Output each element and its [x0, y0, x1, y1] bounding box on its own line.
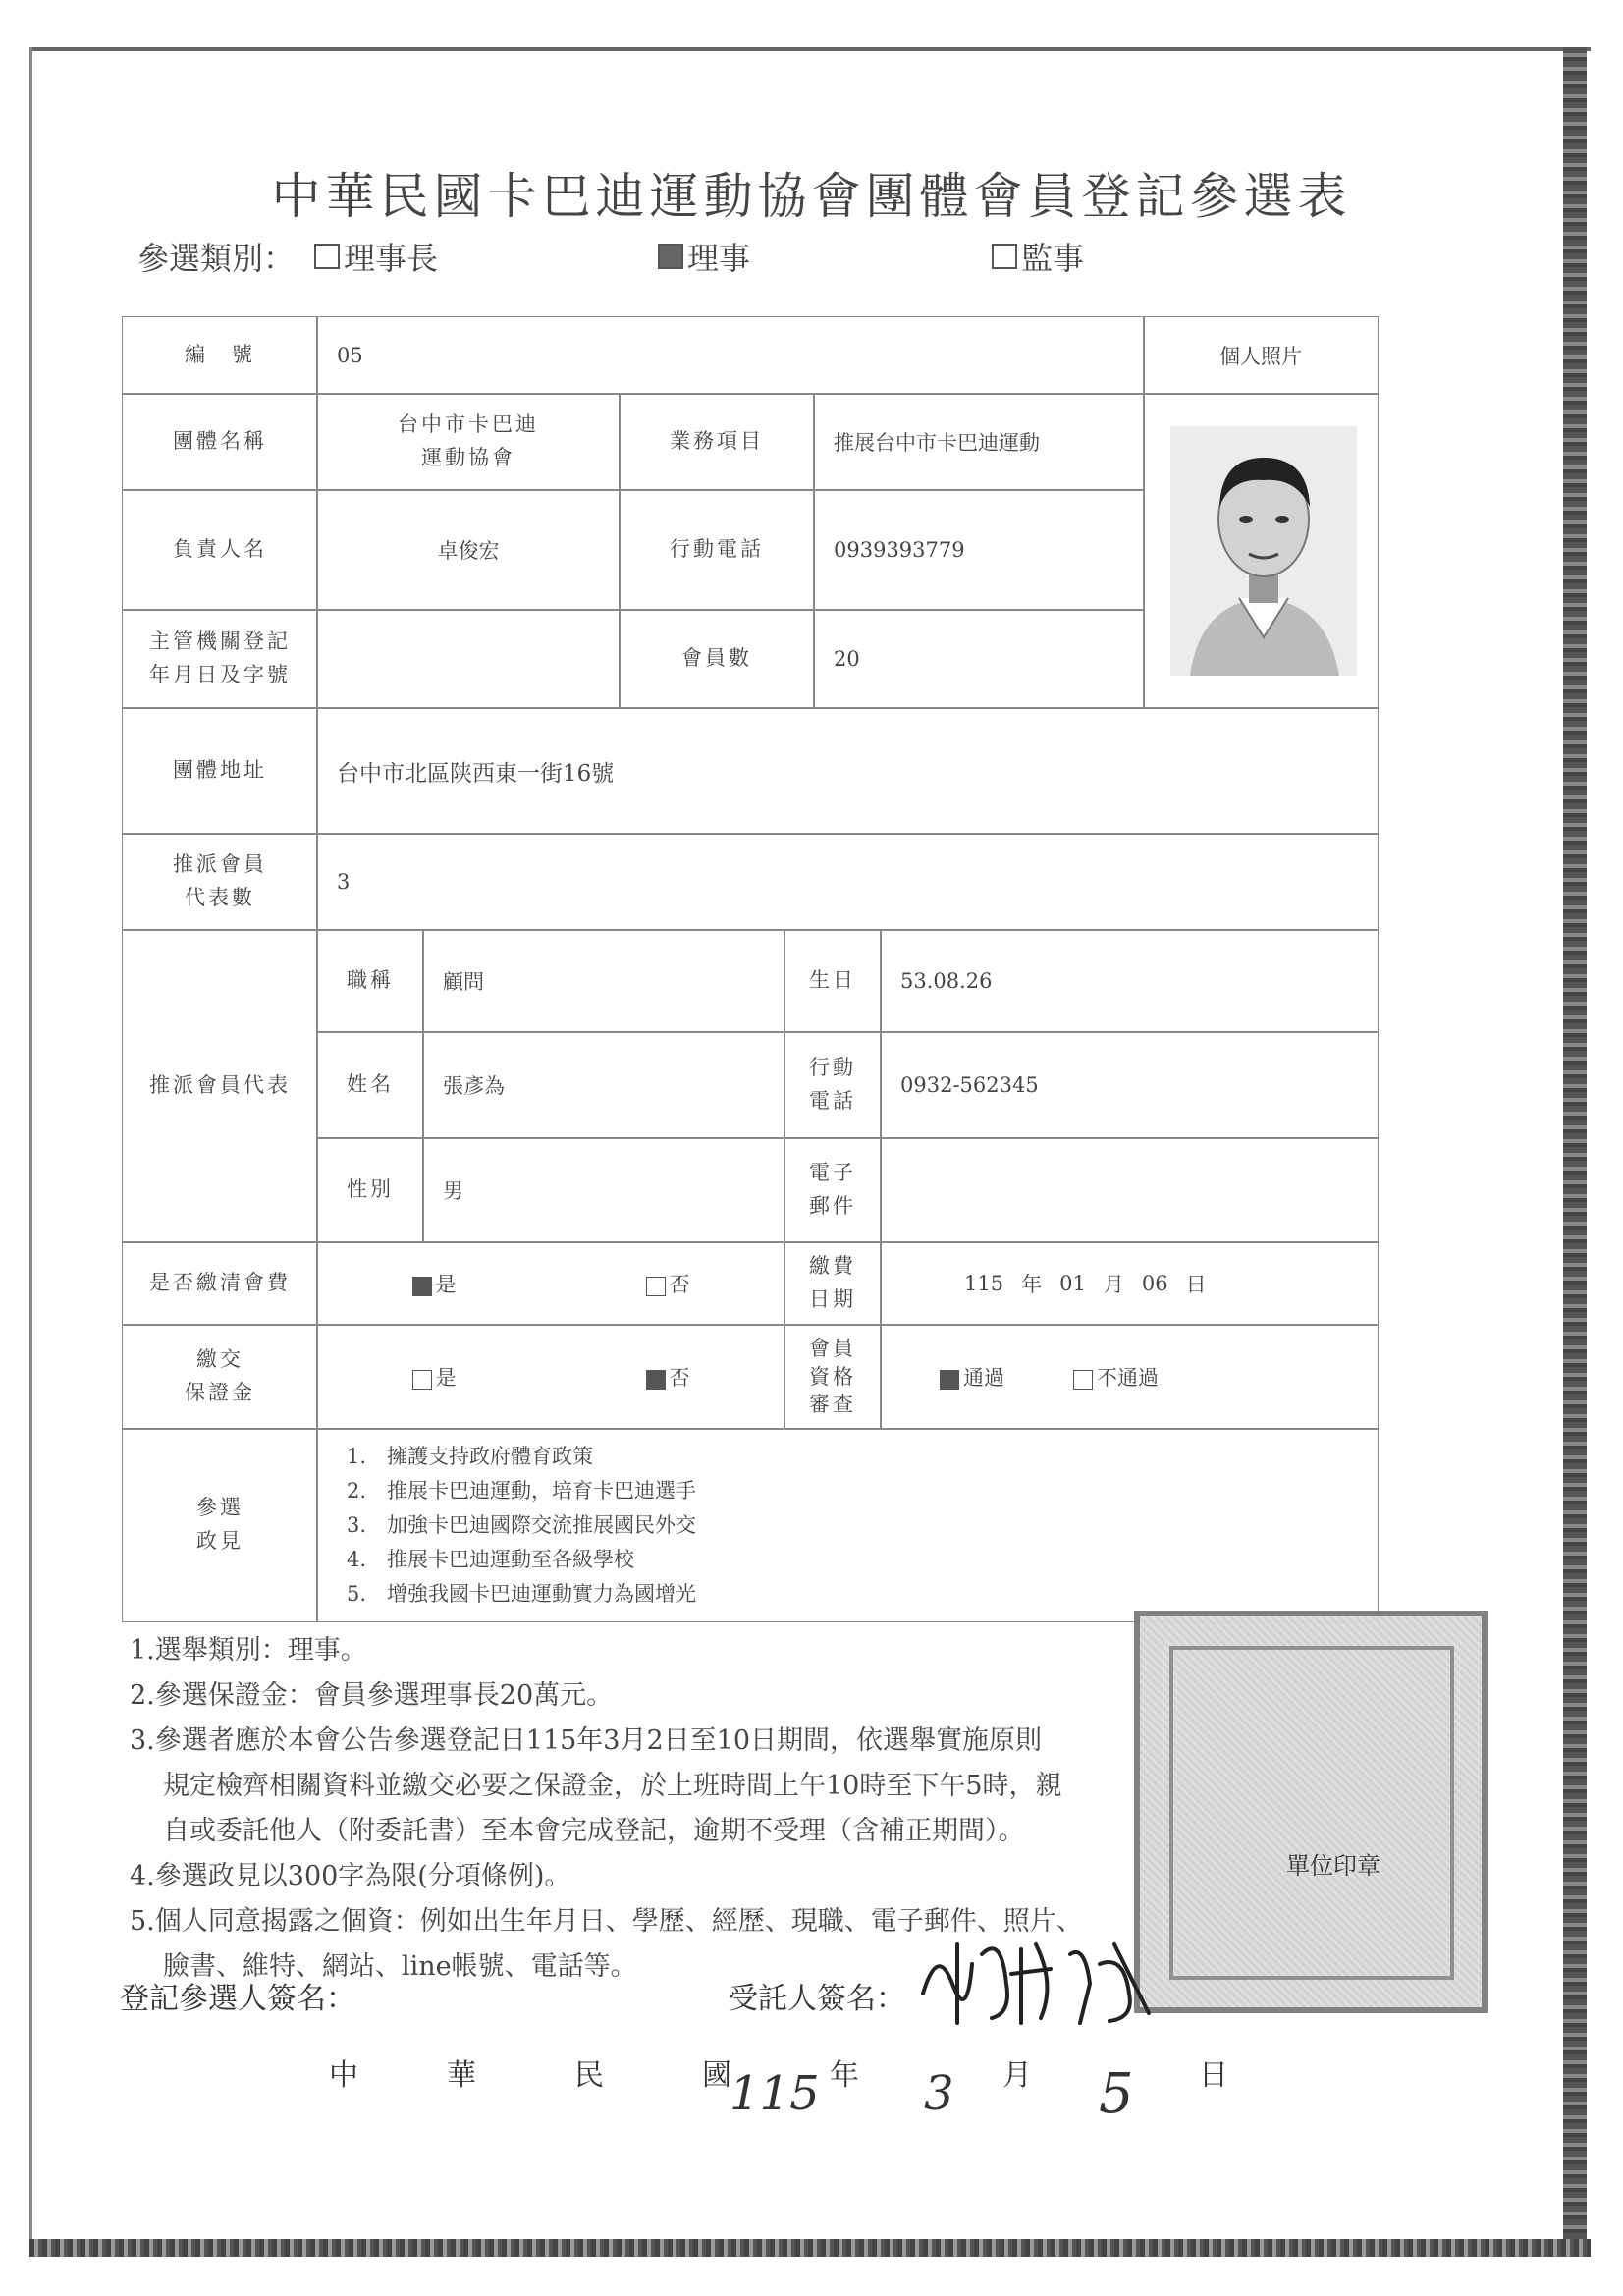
- checkbox-icon: [992, 244, 1017, 269]
- proxy-signature-label: 受託人簽名：: [729, 1982, 905, 2016]
- fee-yes-option[interactable]: 是: [412, 1269, 457, 1298]
- checkbox-icon: [412, 1370, 432, 1390]
- address-value: 台中市北區陕西東一街16號: [316, 707, 1379, 835]
- rep-mobile-value: 0932-562345: [880, 1031, 1379, 1139]
- fee-date-value: 115 年 01 月 06 日: [880, 1241, 1379, 1326]
- platform-item: 1. 擁護支持政府體育政策: [347, 1444, 594, 1468]
- address-label: 團體地址: [122, 707, 318, 835]
- rep-gender-label: 性別: [316, 1137, 424, 1243]
- platform-list: [316, 1428, 1379, 1622]
- note-item: 規定檢齊相關資料並繳交必要之保證金，於上班時間上午10時至下午5時，親: [163, 1771, 1062, 1801]
- scan-border-left: [29, 47, 32, 2257]
- business-value: 推展台中市卡巴迪運動: [813, 393, 1145, 491]
- mobile-value: 0939393779: [813, 489, 1145, 611]
- rep-name-value: 張彥為: [422, 1031, 785, 1139]
- stamp-label: 單位印章: [1286, 1852, 1380, 1880]
- qualification-options: [880, 1324, 1379, 1430]
- category-option-supervisor[interactable]: 監事: [992, 234, 1084, 279]
- registration-label: 主管機關登記 年月日及字號: [122, 609, 318, 709]
- category-label: 參選類別：: [137, 240, 296, 277]
- platform-item: 4. 推展卡巴迪運動至各級學校: [347, 1547, 635, 1571]
- scan-border-top: [29, 47, 1591, 51]
- qualification-fail-option[interactable]: 不通過: [1073, 1362, 1159, 1392]
- category-option-director[interactable]: 理事: [658, 234, 750, 279]
- date-month: 3: [924, 2066, 954, 2121]
- platform-label: 參選 政見: [122, 1428, 318, 1622]
- fee-options: [316, 1241, 785, 1326]
- note-item: 4.參選政見以300字為限(分項條例)。: [130, 1861, 571, 1891]
- checkbox-checked-icon: [658, 244, 683, 269]
- rep-mobile-label: 行動 電話: [784, 1031, 882, 1139]
- date-day: 5: [1099, 2062, 1134, 2126]
- note-item: 自或委託他人（附委託書）至本會完成登記，逾期不受理（含補正期間）。: [163, 1816, 1025, 1846]
- members-value: 20: [813, 609, 1145, 709]
- rep-email-label: 電子 郵件: [784, 1137, 882, 1243]
- registration-form: [122, 316, 1379, 1622]
- qualification-label: 會員 資格 審查: [784, 1324, 882, 1430]
- scan-border-right: [1563, 47, 1587, 2257]
- serial-value: 05: [316, 316, 1145, 395]
- note-item: 3.參選者應於本會公告參選登記日115年3月2日至10日期間，依選舉實施原則: [130, 1725, 1043, 1756]
- checkbox-checked-icon: [646, 1370, 666, 1390]
- qualification-pass-option[interactable]: 通過: [940, 1362, 1004, 1392]
- platform-item: 3. 加強卡巴迪國際交流推展國民外交: [347, 1512, 697, 1537]
- category-option-chairman[interactable]: 理事長: [314, 234, 438, 279]
- checkbox-checked-icon: [412, 1277, 432, 1296]
- group-name-value: 台中市卡巴迪 運動協會: [316, 393, 621, 491]
- rep-count-label: 推派會員 代表數: [122, 833, 318, 931]
- rep-title-label: 職稱: [316, 929, 424, 1033]
- scan-border-bottom: [29, 2239, 1591, 2257]
- checkbox-checked-icon: [940, 1370, 959, 1390]
- unit-seal-stamp: [1134, 1611, 1488, 2013]
- fee-label: 是否繳清會費: [122, 1241, 318, 1326]
- registration-value: [316, 609, 621, 709]
- platform-item: 2. 推展卡巴迪運動，培育卡巴迪選手: [347, 1478, 697, 1503]
- rep-birth-value: 53.08.26: [880, 929, 1379, 1033]
- person-label: 負責人名: [122, 489, 318, 611]
- deposit-options: [316, 1324, 785, 1430]
- deposit-no-option[interactable]: 否: [646, 1362, 690, 1392]
- rep-count-value: 3: [316, 833, 1379, 931]
- group-name-label: 團體名稱: [122, 393, 318, 491]
- rep-gender-value: 男: [422, 1137, 785, 1243]
- note-item: 1.選舉類別：理事。: [130, 1635, 367, 1666]
- note-item: 5.個人同意揭露之個資：例如出生年月日、學歷、經歷、現職、電子郵件、照片、: [130, 1906, 1083, 1937]
- rep-label: 推派會員代表: [122, 929, 318, 1243]
- fee-date-label: 繳費 日期: [784, 1241, 882, 1326]
- note-item: 2.參選保證金：會員參選理事長20萬元。: [130, 1680, 614, 1711]
- page-title: 中華民國卡巴迪運動協會團體會員登記參選表: [271, 168, 1352, 225]
- mobile-label: 行動電話: [619, 489, 815, 611]
- unit-seal-stamp-inner: [1169, 1646, 1454, 1980]
- deposit-label: 繳交 保證金: [122, 1324, 318, 1430]
- handwritten-signature-icon: [913, 1925, 1168, 2033]
- date-year: 115: [730, 2066, 820, 2121]
- fee-no-option[interactable]: 否: [646, 1269, 690, 1298]
- rep-name-label: 姓名: [316, 1031, 424, 1139]
- checkbox-icon: [646, 1277, 666, 1296]
- rep-birth-label: 生日: [784, 929, 882, 1033]
- serial-label: 編 號: [122, 316, 318, 395]
- deposit-yes-option[interactable]: 是: [412, 1362, 457, 1392]
- person-photo-icon: [1170, 426, 1357, 676]
- checkbox-icon: [1073, 1370, 1093, 1390]
- platform-item: 5. 增強我國卡巴迪運動實力為國增光: [347, 1581, 697, 1606]
- photo-label: 個人照片: [1143, 316, 1379, 395]
- rep-email-value: [880, 1137, 1379, 1243]
- personal-photo: [1170, 426, 1357, 676]
- rep-title-value: 顧問: [422, 929, 785, 1033]
- members-label: 會員數: [619, 609, 815, 709]
- note-item: 臉書、維特、網站、line帳號、電話等。: [163, 1951, 637, 1982]
- business-label: 業務項目: [619, 393, 815, 491]
- person-value: 卓俊宏: [316, 489, 621, 611]
- applicant-signature-label: 登記參選人簽名：: [120, 1982, 355, 2016]
- checkbox-icon: [314, 244, 340, 269]
